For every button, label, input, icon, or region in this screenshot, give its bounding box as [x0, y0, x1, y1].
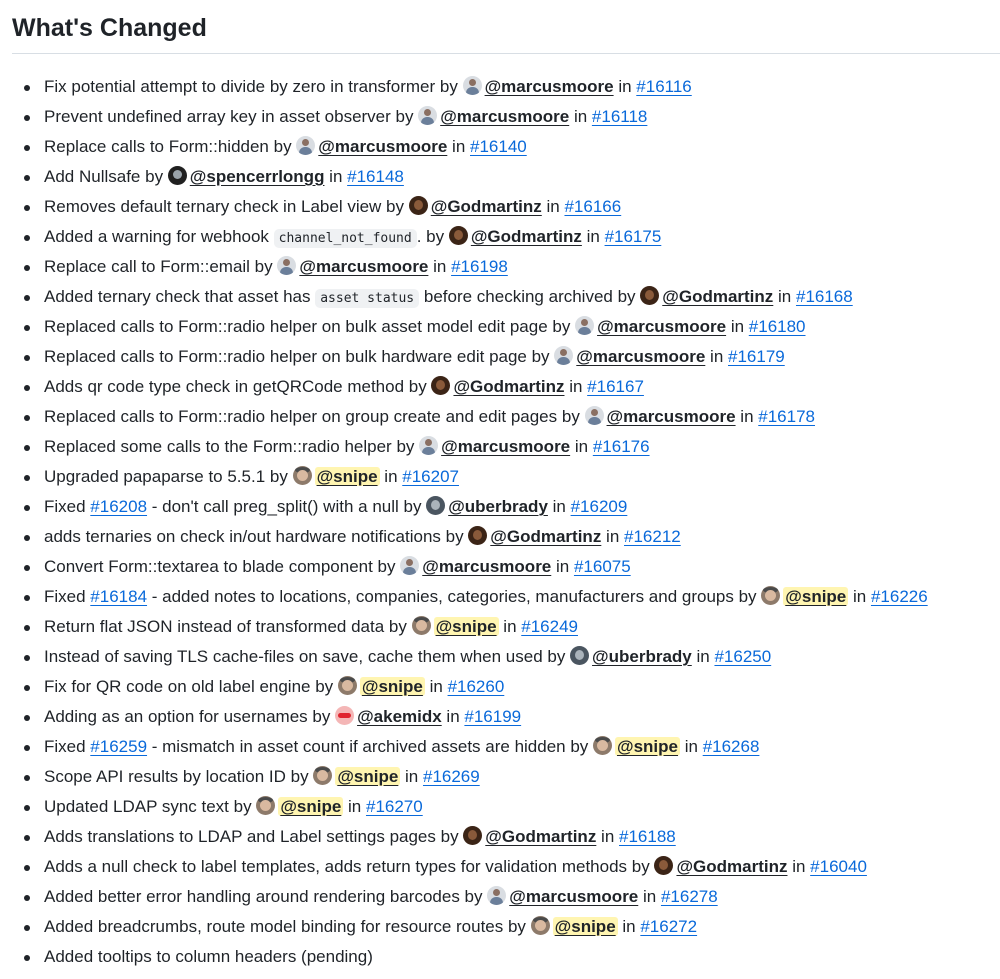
- pr-link[interactable]: #16272: [640, 917, 698, 936]
- godmartinz-avatar-icon[interactable]: [468, 526, 487, 545]
- change-text: in: [705, 347, 728, 366]
- change-text: in: [447, 137, 470, 156]
- change-item: [0, 522, 1000, 552]
- change-item: [0, 312, 1000, 342]
- change-text: in: [541, 197, 565, 216]
- change-text: Replace calls to Form::hidden by: [44, 137, 297, 156]
- pr-link[interactable]: #16249: [521, 617, 578, 636]
- user-link[interactable]: @spencerrlongg: [189, 167, 325, 186]
- pr-link[interactable]: #16148: [347, 167, 404, 186]
- user-link[interactable]: @marcusmoore: [440, 107, 570, 126]
- snipe-avatar-icon[interactable]: [593, 736, 612, 755]
- change-item: [0, 492, 1000, 522]
- marcusmoore-avatar-icon[interactable]: [463, 76, 482, 95]
- change-text: in: [638, 887, 661, 906]
- change-text: in: [787, 857, 811, 876]
- user-link[interactable]: @Godmartinz: [470, 227, 582, 246]
- user-link[interactable]: @Godmartinz: [490, 527, 602, 546]
- marcusmoore-avatar-icon[interactable]: [400, 556, 419, 575]
- user-link[interactable]: @snipe: [337, 767, 399, 786]
- pr-link[interactable]: #16167: [587, 377, 644, 396]
- pr-link[interactable]: #16260: [447, 677, 505, 696]
- change-item: [0, 432, 1000, 462]
- marcusmoore-avatar-icon[interactable]: [575, 316, 594, 335]
- snipe-avatar-icon[interactable]: [293, 466, 312, 485]
- change-item: [0, 462, 1000, 492]
- change-item: [0, 912, 1000, 942]
- pr-link[interactable]: #16180: [748, 317, 806, 336]
- change-text: Added better error handling around rendering barcodes by: [44, 887, 488, 906]
- change-text: - mismatch in asset count if archived assets are hidden by: [147, 737, 594, 756]
- user-link[interactable]: @snipe: [316, 467, 378, 486]
- change-text: in: [691, 647, 715, 666]
- change-text: in: [343, 797, 366, 816]
- issue-link[interactable]: #16259: [90, 737, 148, 756]
- change-item: [0, 582, 1000, 612]
- change-text: Fixed: [44, 587, 91, 606]
- pr-link[interactable]: #16212: [624, 527, 681, 546]
- user-link[interactable]: @marcusmoore: [484, 77, 614, 96]
- change-item: [0, 552, 1000, 582]
- change-text: - added notes to locations, companies, categories, manufacturers and groups by: [147, 587, 762, 606]
- snipe-avatar-icon[interactable]: [338, 676, 357, 695]
- change-text: Replaced calls to Form::radio helper on bulk asset model edit page by: [44, 317, 576, 336]
- pr-link[interactable]: #16176: [592, 437, 650, 456]
- change-text: Adds a null check to label templates, adds return types for validation methods by: [44, 857, 655, 876]
- pr-link[interactable]: #16198: [451, 257, 508, 276]
- change-item: [0, 282, 1000, 312]
- uberbrady-avatar-icon[interactable]: [426, 496, 445, 515]
- snipe-avatar-icon[interactable]: [531, 916, 550, 935]
- pr-link[interactable]: #16199: [464, 707, 522, 726]
- change-text: in: [570, 437, 593, 456]
- change-item: [0, 792, 1000, 822]
- user-link[interactable]: @snipe: [785, 587, 847, 606]
- change-item: [0, 642, 1000, 672]
- change-item: [0, 702, 1000, 732]
- pr-link[interactable]: #16250: [714, 647, 772, 666]
- marcusmoore-avatar-icon[interactable]: [296, 136, 315, 155]
- marcusmoore-avatar-icon[interactable]: [419, 436, 438, 455]
- user-link[interactable]: @snipe: [361, 677, 423, 696]
- change-text: Prevent undefined array key in asset observer by: [44, 107, 419, 126]
- change-text: Adding as an option for usernames by: [44, 707, 336, 726]
- user-link[interactable]: @uberbrady: [592, 647, 692, 666]
- change-text: in: [680, 737, 703, 756]
- change-text: in: [726, 317, 749, 336]
- change-text: in: [428, 257, 452, 276]
- change-text: Instead of saving TLS cache-files on save, cache them when used by: [44, 647, 571, 666]
- change-text: in: [735, 407, 759, 426]
- user-link[interactable]: @snipe: [435, 617, 497, 636]
- marcusmoore-avatar-icon[interactable]: [585, 406, 604, 425]
- godmartinz-avatar-icon[interactable]: [640, 286, 659, 305]
- change-text: in: [848, 587, 871, 606]
- pr-link[interactable]: #16175: [604, 227, 662, 246]
- user-link[interactable]: @marcusmoore: [299, 257, 429, 276]
- user-link[interactable]: @Godmartinz: [430, 197, 542, 216]
- pr-link[interactable]: #16118: [591, 107, 648, 126]
- godmartinz-avatar-icon[interactable]: [463, 826, 482, 845]
- change-text: Adds qr code type check in getQRCode method by: [44, 377, 432, 396]
- change-text: Adds translations to LDAP and Label settings pages by: [44, 827, 464, 846]
- pr-link[interactable]: #16116: [636, 77, 692, 96]
- pr-link[interactable]: #16209: [570, 497, 628, 516]
- issue-link[interactable]: #16208: [90, 497, 148, 516]
- change-text: Removes default ternary check in Label view by: [44, 197, 409, 216]
- pr-link[interactable]: #16207: [402, 467, 459, 486]
- change-text: before checking archived by: [419, 287, 641, 306]
- change-text: in: [424, 677, 448, 696]
- snipe-avatar-icon[interactable]: [313, 766, 332, 785]
- change-text: Upgraded papaparse to 5.5.1 by: [44, 467, 293, 486]
- user-link[interactable]: @marcusmoore: [576, 347, 706, 366]
- change-text: Added breadcrumbs, route model binding for resource routes by: [44, 917, 531, 936]
- change-text: Replace call to Form::email by: [44, 257, 278, 276]
- change-text: Return flat JSON instead of transformed data by: [44, 617, 412, 636]
- change-item: [0, 372, 1000, 402]
- user-link[interactable]: @Godmartinz: [453, 377, 565, 396]
- pr-link[interactable]: #16188: [619, 827, 676, 846]
- change-text: in: [498, 617, 522, 636]
- change-item: [0, 222, 1000, 252]
- change-text: - don't call preg_split() with a null by: [147, 497, 427, 516]
- inline-code: channel_not_found: [274, 229, 417, 248]
- marcusmoore-avatar-icon[interactable]: [277, 256, 296, 275]
- user-link[interactable]: @snipe: [617, 737, 678, 756]
- change-text: in: [379, 467, 403, 486]
- snipe-avatar-icon[interactable]: [412, 616, 431, 635]
- pr-link[interactable]: #16140: [470, 137, 527, 156]
- user-link[interactable]: @Godmartinz: [662, 287, 774, 306]
- marcusmoore-avatar-icon[interactable]: [418, 106, 437, 125]
- change-item: [0, 342, 1000, 372]
- marcusmoore-avatar-icon[interactable]: [487, 886, 506, 905]
- change-text: in: [564, 377, 588, 396]
- user-link[interactable]: @uberbrady: [448, 497, 548, 516]
- change-text: in: [569, 107, 592, 126]
- change-item: [0, 732, 1000, 762]
- marcusmoore-avatar-icon[interactable]: [554, 346, 573, 365]
- change-item: [0, 102, 1000, 132]
- change-text: in: [581, 227, 605, 246]
- user-link[interactable]: @marcusmoore: [597, 317, 727, 336]
- heading-divider: [12, 53, 1000, 54]
- pr-link[interactable]: #16179: [728, 347, 785, 366]
- change-item: [0, 252, 1000, 282]
- change-text: in: [601, 527, 625, 546]
- godmartinz-avatar-icon[interactable]: [654, 856, 673, 875]
- pr-link[interactable]: #16269: [422, 767, 480, 786]
- snipe-avatar-icon[interactable]: [761, 586, 780, 605]
- inline-code: asset status: [315, 289, 419, 308]
- user-link[interactable]: @Godmartinz: [676, 857, 788, 876]
- change-item: [0, 192, 1000, 222]
- change-text: Fixed: [44, 497, 91, 516]
- change-text: Updated LDAP sync text by: [44, 797, 257, 816]
- pr-link[interactable]: #16226: [870, 587, 928, 606]
- change-text: adds ternaries on check in/out hardware notifications by: [44, 527, 469, 546]
- user-link[interactable]: @snipe: [554, 917, 616, 936]
- change-text: Add Nullsafe by: [44, 167, 168, 186]
- change-text: in: [617, 917, 641, 936]
- change-text: in: [547, 497, 571, 516]
- user-link[interactable]: @snipe: [280, 797, 342, 816]
- change-item: [0, 822, 1000, 852]
- change-item: [0, 942, 1000, 972]
- changes-list: [0, 72, 1000, 972]
- change-text: Added ternary check that asset has: [44, 287, 316, 306]
- issue-link[interactable]: #16184: [90, 587, 148, 606]
- godmartinz-avatar-icon[interactable]: [431, 376, 450, 395]
- change-text: Scope API results by location ID by: [44, 767, 314, 786]
- change-item: [0, 672, 1000, 702]
- change-text: Fix potential attempt to divide by zero in transformer by: [44, 77, 463, 96]
- change-text: in: [773, 287, 796, 306]
- change-item: [0, 882, 1000, 912]
- change-item: [0, 612, 1000, 642]
- change-text: in: [596, 827, 620, 846]
- change-text: Fix for QR code on old label engine by: [44, 677, 338, 696]
- change-text: Fixed: [44, 737, 91, 756]
- change-text: Added a warning for webhook: [44, 227, 274, 246]
- change-item: [0, 762, 1000, 792]
- pr-link[interactable]: #16270: [365, 797, 423, 816]
- user-link[interactable]: @akemidx: [357, 707, 442, 726]
- godmartinz-avatar-icon[interactable]: [409, 196, 428, 215]
- pr-link[interactable]: #16178: [758, 407, 815, 426]
- godmartinz-avatar-icon[interactable]: [449, 226, 468, 245]
- spencerrlongg-avatar-icon[interactable]: [168, 166, 187, 185]
- pr-link[interactable]: #16168: [795, 287, 853, 306]
- user-link[interactable]: @marcusmoore: [509, 887, 639, 906]
- change-text: in: [613, 77, 637, 96]
- change-text: in: [551, 557, 574, 576]
- pr-link[interactable]: #16268: [702, 737, 760, 756]
- page-title: What's Changed: [12, 14, 207, 42]
- user-link[interactable]: @marcusmoore: [422, 557, 552, 576]
- change-text: in: [441, 707, 465, 726]
- change-text: Replaced calls to Form::radio helper on group create and edit pages by: [44, 407, 585, 426]
- change-text: Convert Form::textarea to blade component by: [44, 557, 401, 576]
- user-link[interactable]: @marcusmoore: [318, 137, 448, 156]
- akemidx-avatar-icon[interactable]: [335, 706, 354, 725]
- change-item: [0, 72, 1000, 102]
- change-text: Replaced some calls to the Form::radio helper by: [44, 437, 420, 456]
- user-link[interactable]: @Godmartinz: [485, 827, 597, 846]
- pr-link[interactable]: #16040: [810, 857, 867, 876]
- change-item: [0, 402, 1000, 432]
- change-item: [0, 852, 1000, 882]
- change-text: Replaced calls to Form::radio helper on bulk hardware edit page by: [44, 347, 555, 366]
- change-text: in: [324, 167, 348, 186]
- user-link[interactable]: @marcusmoore: [606, 407, 736, 426]
- change-text: in: [400, 767, 423, 786]
- change-text: . by: [416, 227, 449, 246]
- uberbrady-avatar-icon[interactable]: [570, 646, 589, 665]
- change-item: [0, 132, 1000, 162]
- change-item: [0, 162, 1000, 192]
- pr-link[interactable]: #16075: [573, 557, 631, 576]
- user-link[interactable]: @marcusmoore: [441, 437, 571, 456]
- change-text: Added tooltips to column headers (pending): [44, 947, 373, 966]
- pr-link[interactable]: #16278: [660, 887, 718, 906]
- pr-link[interactable]: #16166: [564, 197, 622, 216]
- snipe-avatar-icon[interactable]: [256, 796, 275, 815]
